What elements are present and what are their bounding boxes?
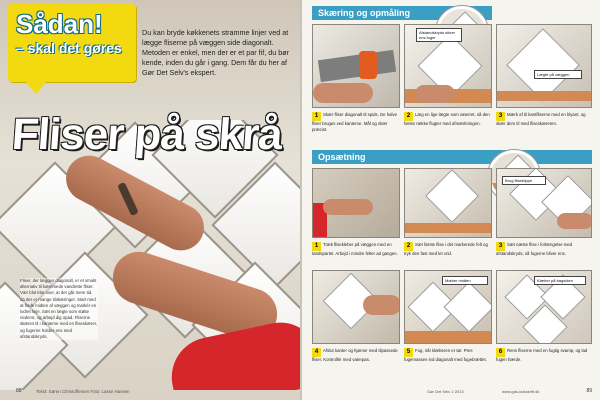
kicker: Sådan! [16,9,103,39]
step-photo-cut-3 [496,24,592,108]
page-number-left: 88 [16,388,22,394]
kicker-sub: – skal det gøres [16,40,122,56]
credit-line: Tekst: Søren Christoffersen Foto: Lasse Hansen [36,389,130,394]
step-photo-setup-2 [404,168,492,238]
step-photo-setup-1 [312,168,400,238]
tag-5: Klæber på bagsiden [534,276,586,285]
page-title: Fliser på skrå [10,110,284,159]
tag-2: Lægte på væggen [534,70,582,79]
tag-1: Afstandskryds sikrer ens fuger [416,28,462,42]
caption-cut-2: 2 Læg en lige lægte som vaterret, så den første række flugter med afmærkningen. [404,112,490,126]
caption-cut-3: 3 Mærk af til kantfliserne med en blyant, og skær dem til med fliseskæreren. [496,112,586,126]
caption-setup-5: 5 Fug, når klæberen er tør. Pres fugemassen ind diagonalt med fugebrættet. [404,348,487,362]
caption-setup-6: 6 Rens fliserne med en fugtig svamp, og lad fugen hærde. [496,348,588,362]
caption-cut-1: 1 Skær fliser diagonalt til spids. De halve fliser bruges ved kanterne. Mål og skær præcist. [312,112,398,132]
footer-left: Gør Det Selv 1·2013 [427,389,464,394]
tag-3: Brug fliseklippe [502,176,546,185]
section-heading-setup: Opsætning [312,150,592,164]
step-photo-setup-4 [312,270,400,344]
caption-setup-4: 4 Afslut kanter og hjørner med tilpassede fliser. Kontrollér med vaterpas. [312,348,398,362]
section-heading-cut: Skæring og opmåling [312,6,492,20]
body-text: Fliser, der lægges diagonalt, er et smukt alternativ til kæmmede vandrette fliser. Vær blot klar over, at der går mere tid, da der er mange tilskæringer. Start med at finde midten af væggen og markér en lodret linje. Sæt en lægte som støtte nederst, og arbejd dig opad. Fliserne skæres til i kanterne med en fliseskærer, og fugerne holdes ens med afstandskryds. [20,278,98,339]
tile-wall-photo [0,120,300,390]
intro-text: Du kan bryde køkkenets stramme linjer ved at lægge fliserne på væggen side diagonalt. Metoden er enkel, men der er et par fif, du bør kende, inden du går i gang. Dem får du her af Gør Det Selv's ekspert. [142,28,290,77]
how-to-badge [8,4,136,82]
caption-setup-3: 3 Sæt næste flise i forlængelse med afstandskryds, så fugerne bliver ens. [496,242,573,256]
page-number-right: 89 [586,388,592,394]
step-photo-cut-1 [312,24,400,108]
caption-setup-1: 1 Træk flisekleber på væggen med en tandspartel. Arbejd i mindre felter ad gangen. [312,242,398,256]
caption-setup-2: 2 Sæt første flise i det markerede felt og tryk den fast med let vrid. [404,242,488,256]
right-page [300,0,600,400]
footer-right: www.gds-tidsskrift.dk [502,389,540,394]
tag-4: Marker midten [442,276,488,285]
